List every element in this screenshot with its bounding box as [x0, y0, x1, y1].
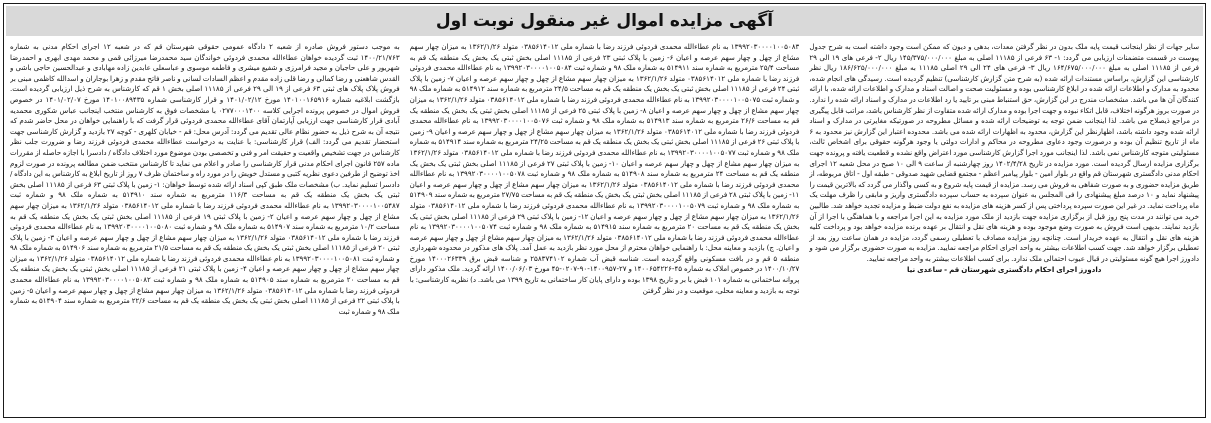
column-left — [809, 42, 1199, 413]
title-bar — [6, 6, 1203, 36]
notice-title: آگهی مزایده اموال غیر منقول نوبت اول — [435, 11, 774, 31]
column-middle — [410, 42, 800, 413]
column-left-text: سایر جهات از نظر اینجانب قیمت پایه ملک بدون در نظر گرفتن معدات، بدهی و دیون که ممکن است وجود داشته است به شرح جدول پیوست در قسمت متضمنات ارزیابی می گردد: ۱- ۶۳ فرعی از ۱۱۱۸۵ اصلی به مبلغ ۱۴۵/۳۷۵/۰۰۰/۰۰۰ ریال ۲- فرعی های ۱۹ الی ۲۹ فرعی از ۱۱۱۸۵ اصلی به مبلغ ۱۶۴/۶۷۵/۰۰۰/۰۰۰ ریال ۳- فرعی های ۲۴ الی ۲۹ اصلی ۱۱۱۸۵ به مبلغ ۱۸۶/۶۲۵/۰۰۰/۰۰۰ ریال نظر کارشناسی این گزارش، براساس مستندات ارائه شده (به شرح متن گزارش کارشناسی) تنظیم گردیده است. رسیدگی های انجام شده، محدود به مدارک و اطلاعات ارائه شده در ابلاغ کارشناسی بوده و مسئولیت صحت و اصالت اسناد و مدارک و اطلاعات ارائه شده، با ارائه کنندگان آن ها می باشد. مشخصات مندرج در این گزارش، حق استنباط مبنی بر تایید یا رد اطلاعات در مدارک و اسناد ارائه شده را ندارد. در صورت بروز هرگونه اختلاف، قابل اتکاء نبوده و جهت اجرا بوده و مدارک ارائه شده متفاوت از نظر کارشناس باشد، مراتب قابل پیگیری در مراجع ذیصلاح می باشد. لذا اینجانب ضمن توجه به توضیحات ارائه شده و مسائل مطروحه در صورتیکه مغایرتی در مدارک و اسناد ارائه شده وجود داشته باشد، اظهارنظر این گزارش، محدود به اظهارات ارائه شده می باشد. محدوده اعتبار این گزارش نیز محدود به ۶ ماه از تاریخ تنظیم آن بوده و درصورت وجود دعاوی مطروحه در محاکم و ادارات دولتی یا وجود هرگونه حقوقی برای اشخاص ثالث، مسئولیتی متوجه کارشناس نمی باشد. لذا اینجانب مورد اجرا گزارش کارشناسی مورد اعتراض واقع نشده و قطعیت یافته و پرونده جهت برگزاری مزایده ارسال گردیده است. مورد مزایده در تاریخ ۱۴۰۲/۴/۲۸ روز چهارشنبه از ساعت ۹ الی ۱۰ صبح در محل شعبه ۱۲ اجرای احکام مدنی دادگستری شهرستان قم واقع در بلوار امین - بلوار پیامبر اعظم - مجتمع قضایی شهید صدوقی - طبقه اول - اتاق مربوطه، از طریق مزایده حضوری و به صورت شفاهی به فروش می رسد. مزایده از قیمت پایه شروع و به کسی واگذار می گردد که بالاترین قیمت را پیشنهاد نماید و ۱۰ درصد مبلغ پیشنهادی را فی المجلس به عنوان سپرده به حساب سپرده دادگستری واریز و مابقی را ظرف مهلت یک ماه پرداخت نماید. در غیر این صورت سپرده پرداختی پس از کسر هزینه های مزایده به نفع دولت ضبط و مزایده تجدید خواهد شد. طالبین خرید می توانند در مدت پنج روز قبل از برگزاری مزایده جهت بازدید از ملک مورد مزایده به این اجرا مراجعه و با هماهنگی با اجرا از آن بازدید نمایند. بدیهی است فروش به صورت وضع موجود بوده و هزینه های نقل و انتقال بر عهده برنده مزایده خواهد بود و پرداخت کلیه هزینه های نقل و انتقال به عهده خریدار است. چنانچه روز مزایده مصادف با تعطیلی رسمی گردد، مزایده در همان ساعت روز بعد از تعطیلی برگزار خواهد شد. جهت کسب اطلاعات بیشتر به واحد اجرای احکام مراجعه نمایید. مزایده به صورت حضوری برگزار می شود و دادورز اجرا هیچ گونه مسئولیتی در قبال عیوب احتمالی ملک ندارد. برای کسب اطلاعات بیشتر به واحد مراجعه نمایید. — [809, 42, 1199, 263]
column-right-text: به موجب دستور فروش صادره از شعبه ۲ دادگاه عمومی حقوقی شهرستان قم که در شعبه ۱۲ اجرای احکام مدنی به شماره ۱۴۰۰/۲۱/۷۶۳ ثبت گردیده خواهان عطاءالله محمدی فردوئی خواندگان سید محمدرضا میرزائی قمی و محمد مهدی ابهری و احمدرضا شهریور و علی حاجیان و مجید فرامرزی و شفیع میشری و فاطمه موسوی و عباسعلی عابدین زاده مهابادی و عبدالحسین حاجی باشی و القدس شاهعنی و رضا کمالی و رضا قلی زاده مقدم و اعظم السادات لسانی و ناصر فاتح مقدم و زهرا بوجاران و اسدالله کاظمی مبنی بر فروش پلاک پلاک های ثبتی ۶۳ فرعی از ۱۹ الی ۲۹ فرعی از ۱۱۱۸۵ اصلی بخش ۱ قم که کارشناس به شرح ذیل ارزیابی گردیده است. بازگشت ابلاغیه شماره ۱۴۰۱۰۰۱۶۵۹۱۶ مورخ ۱۴۰۱/۰۲/۱۲ و قرار کارشناسی شماره ۱۴۰۱۰۰۸۹۴۳۵ مورخ ۱۴۰۱/۰۲/۰۷ در خصوص فروش اموال در خصوص پرونده اجرایی کلاسه ۰۲۷۷۰۰۰۱۴۰۰ با مشخصات فوق به کارشناس منتخب اینجانب عباس شکوری محمدیه آبادی قرار کارشناسی جهت ارزیابی آپارتمان آقای عطاءالله محمدی فردوئی قرار گرفت که با راهنمایی خواهان در محل حاضر شدم که نتیجه آن به شرح ذیل به حضور نظام عالی تقدیم می گردد: آدرس محل: قم - خیابان کلهری - کوچه ۲۷ بازدید و گزارش کارشناسی جهت استحضار تقدیم می گردد: الف) قرار کارشناسی: با عنایت به درخواست عطاءالله محمدی فردوئی فرزند رضا و ضرورت جلب نظر کارشناس در جهت تشخیص واقعیت و حقیقت امر و فنی و تخصصی بودن موضوع مورد اختلاف دادگاه / دادسرا با اجازه حاصله از مقررات ماده ۲۵۷ قانون اجرای احکام مدنی قرار کارشناسی را صادر و اعلام می نماید تا کارشناس منتخب ضمن مطالعه پرونده در صورت لزوم اخذ توضیح از طرفین دعوی نظریه کتبی و مستدل خویش را در مورد راه و ساختمان ظرف ۷ روز از تاریخ ابلاغ به کارشناس به این دادگاه / دادسرا تسلیم نماید. ب) مشخصات ملک طبق کپی اسناد ارائه شده توسط خواهان: ۱- زمین با پلاک ثبتی ۶۳ فرعی از ۱۱۱۸۵ اصلی بخش ثبتی یک بخش یک منطقه یک قم به مساحت ۱۱۶/۳ مترمربع به شماره سند ۵۱۴۹۱۰ به شماره ملک ۹۸ و شماره ثبت ۱۳۹۹۲۰۳۰۰۰۰۱۰۰۵۴۸۷ به نام عطاءالله محمدی فردوئی فرزند رضا با شماره ملی ۰۳۸۵۶۱۴۰۱۲ متولد ۱۳۶۲/۱/۲۶ به میزان چهار سهم مشاع از چهل و چهار سهم عرصه و اعیان ۲- زمین با پلاک ثبتی ۱۹ فرعی از ۱۱۱۸۵ اصلی بخش ثبتی یک بخش یک منطقه یک قم به مساحت ۱۰/۲ مترمربع به شماره سند ۵۱۴۹۰۷ به شماره ملک ۹۸ و شماره ثبت ۱۳۹۹۲۰۳۰۰۰۰۱۰۰۵۰۸۰ به نام عطاءالله محمدی فردوئی فرزند رضا با شماره ملی ۰۳۸۵۶۱۴۰۱۲ متولد ۱۳۶۲/۱/۲۶ به میزان چهار سهم مشاع از چهل و چهار سهم عرصه و اعیان ۳- زمین با پلاک ثبتی ۲۰ فرعی از ۱۱۱۸۵ اصلی بخش ثبتی یک بخش یک منطقه یک قم به مساحت ۲۱/۵ مترمربع به شماره سند ۵۱۴۹۰۶ به شماره ملک ۹۸ و شماره ثبت ۱۳۹۹۲۰۳۰۰۰۰۱۰۰۵۰۸۱ به نام عطاءالله محمدی فردوئی فرزند رضا با شماره ملی ۰۳۸۵۶۱۴۰۱۲ متولد ۱۳۶۲/۱/۲۶ به میزان چهار سهم مشاع از چهل و چهار سهم عرصه و اعیان ۴- زمین با پلاک ثبتی ۲۱ فرعی از ۱۱۱۸۵ اصلی بخش ثبتی یک بخش یک منطقه یک قم به مساحت ۲۰ مترمربع به شماره سند ۵۱۴۹۰۵ به شماره ملک ۹۸ و شماره ثبت ۱۳۹۹۲۰۳۰۰۰۰۱۰۰۵۰۸۲ به نام عطاءالله محمدی فردوئی فرزند رضا با شماره ملی ۰۳۸۵۶۱۴۰۱۲ متولد ۱۳۶۲/۱/۲۶ به میزان چهار سهم مشاع از چهل و چهار سهم عرصه و اعیان ۵- زمین با پلاک ثبتی ۲۲ فرعی از ۱۱۱۸۵ اصلی بخش ثبتی یک بخش یک منطقه یک قم به مساحت ۲۲/۶ مترمربع به شماره سند ۵۱۴۹۰۴ به شماره ملک ۹۸ و شماره ثبت — [10, 42, 400, 316]
auction-notice — [3, 3, 1206, 418]
column-middle-text: ۱۳۹۹۲۰۳۰۰۰۰۱۰۰۵۰۸۳ به نام عطاءالله محمدی فردوئی فرزند رضا با شماره ملی ۰۳۸۵۶۱۴۰۱۲ متولد ۱۳۶۲/۱/۲۶ به میزان چهار سهم مشاع از چهل و چهار سهم عرصه و اعیان ۶- زمین با پلاک ثبتی ۲۳ فرعی از ۱۱۱۸۵ اصلی بخش ثبتی یک بخش یک منطقه یک قم به مساحت ۲۵/۴ مترمربع به شماره سند ۵۱۴۹۱۱ به شماره ملک ۹۸ و شماره ثبت ۱۳۹۹۲۰۳۰۰۰۰۱۰۰۵۰۸۴ به نام عطاءالله محمدی فردوئی فرزند رضا با شماره ملی ۰۳۸۵۶۱۴۰۱۲ متولد ۱۳۶۲/۱/۲۶ به میزان چهار سهم مشاع از چهل و چهار سهم عرصه و اعیان ۷- زمین با پلاک ثبتی ۲۴ فرعی از ۱۱۱۸۵ اصلی بخش ثبتی یک بخش یک منطقه یک قم به مساحت ۲۴/۵ مترمربع به شماره سند ۵۱۴۹۱۲ به شماره ملک ۹۸ و شماره ثبت ۱۳۹۹۲۰۳۰۰۰۰۱۰۰۵۰۷۵ به نام عطاءالله محمدی فردوئی فرزند رضا با شماره ملی ۰۳۸۵۶۱۴۰۱۲ متولد ۱۳۶۲/۱/۲۶ به میزان چهار سهم مشاع از چهل و چهار سهم عرصه و اعیان ۸- زمین با پلاک ثبتی ۲۵ فرعی از ۱۱۱۸۵ اصلی بخش ثبتی یک بخش یک منطقه یک قم به مساحت ۲۶/۶ مترمربع به شماره سند ۵۱۴۹۱۳ به شماره ملک ۹۸ و شماره ثبت ۱۳۹۹۲۰۳۰۰۰۰۱۰۰۵۰۷۶ به نام عطاءالله محمدی فردوئی فرزند رضا با شماره ملی ۰۳۸۵۶۱۴۰۱۲ متولد ۱۳۶۲/۱/۲۶ به میزان چهار سهم مشاع از چهل و چهار سهم عرصه و اعیان ۹- زمین با پلاک ثبتی ۲۶ فرعی از ۱۱۱۸۵ اصلی بخش ثبتی یک بخش یک منطقه یک قم به مساحت ۲۴/۲۵ مترمربع به شماره سند ۵۱۴۹۱۴ به شماره ملک ۹۸ و شماره ثبت ۱۳۹۹۲۰۳۰۰۰۰۱۰۰۵۰۷۷ به نام عطاءالله محمدی فردوئی فرزند رضا با شماره ملی ۰۳۸۵۶۱۴۰۱۲ متولد ۱۳۶۲/۱/۲۶ به میزان چهار سهم مشاع از چهل و چهار سهم عرصه و اعیان ۱۰- زمین با پلاک ثبتی ۲۷ فرعی از ۱۱۱۸۵ اصلی بخش ثبتی یک بخش یک منطقه یک قم به مساحت ۲۴ مترمربع به شماره سند ۵۱۴۹۰۸ به شماره ملک ۹۸ و شماره ثبت ۱۳۹۹۲۰۳۰۰۰۰۱۰۰۵۰۷۸ به نام عطاءالله محمدی فردوئی فرزند رضا با شماره ملی ۰۳۸۵۶۱۴۰۱۲ متولد ۱۳۶۲/۱/۲۶ به میزان چهار سهم مشاع از چهل و چهار سهم عرصه و اعیان ۱۱- زمین با پلاک ثبتی ۲۸ فرعی از ۱۱۱۸۵ اصلی بخش ثبتی یک بخش یک منطقه یک قم به مساحت ۲۷/۷۵ مترمربع به شماره سند ۵۱۴۹۰۹ به شماره ملک ۹۸ و شماره ثبت ۱۳۹۹۲۰۳۰۰۰۰۱۰۰۵۰۷۹ به نام عطاءالله محمدی فردوئی فرزند رضا با شماره ملی ۰۳۸۵۶۱۴۰۱۲ متولد ۱۳۶۲/۱/۲۶ به میزان چهار سهم مشاع از چهل و چهار سهم عرصه و اعیان ۱۲- زمین با پلاک ثبتی ۲۹ فرعی از ۱۱۱۸۵ اصلی بخش ثبتی یک بخش یک منطقه یک قم به مساحت ۲۰ مترمربع به شماره سند ۵۱۴۹۱۵ به شماره ملک ۹۸ و شماره ثبت ۱۳۹۹۲۰۳۰۰۰۰۱۰۰۵۰۷۴ به نام عطاءالله محمدی فردوئی فرزند رضا با شماره ملی ۰۳۸۵۶۱۴۰۱۲ متولد ۱۳۶۲/۱/۲۶ به میزان چهار سهم مشاع از چهل و چهار سهم عرصه و اعیان. ج) بازدید و معاینه محل: با راهنمایی خواهان محترم از محل مورد نظر بازدید به عمل آمد. پلاک های مذکور در محدوده شهرداری منطقه ۵ قم و در بافت مسکونی واقع گردیده است. شناسه قبض آب شماره ۲۵۸۳۷۴۱۰۲ و شناسه قبض برق ۱۴۰۰۰۲۶۳۳۹ مورخ ۱۴۰۰/۱۰/۲۷ در خصوص املاک به شماره ۴۵-۱۴۰۰۶۵۴۲۲۶ و ۲۷-۱۴۰۰۹۵۷-۹۰-۰۲۰۷-۴۵ مورخ ۱۴۰۰/۰۶/۰۳ ارائه گردید. ملک مذکور دارای پروانه ساختمانی به شماره ۱۰۱ قبض با بر و تاریخ ۱۳۹۸ بوده و دارای پایان کار ساختمانی به تاریخ ۱۳۹۹ می باشد. د) نظریه کارشناسی: با توجه به بازدید و معاینه محلی، موقعیت و در نظر گرفتن — [409, 42, 800, 295]
signature: دادورز اجرای احکام دادگستری شهرستان قم - ساعدی نیا — [906, 265, 1102, 275]
notice-body — [10, 42, 1199, 413]
column-right — [10, 42, 400, 413]
